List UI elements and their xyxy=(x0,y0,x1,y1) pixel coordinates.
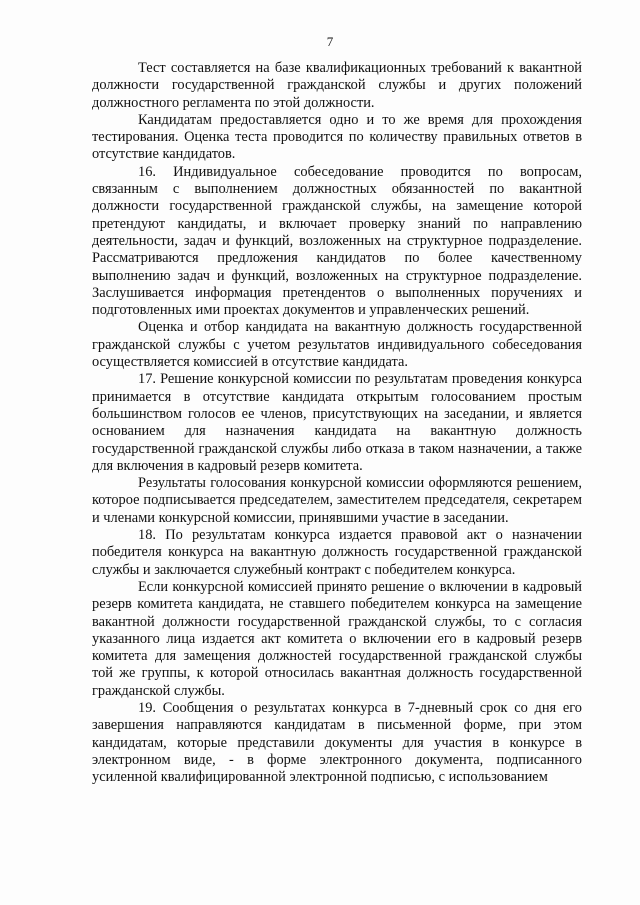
page-number: 7 xyxy=(326,34,334,49)
paragraph-personnel-reserve: Если конкурсной комиссией принято решение о включении в кадровый резерв комитета кандидата, не ставшего победителем конкурса на замещение вакантной должности государственной гражданской службы, то с согласия указанного лица издается акт комитета о включении его в кадровый резерв комитета для замещения должностей государственной гражданской службы той же группы, к которой относилась вакантная должность государственной гражданской службы. xyxy=(92,578,582,699)
document-body xyxy=(92,60,582,786)
paragraph-16-interview: 16. Индивидуальное собеседование проводится по вопросам, связанным с выполнением должностных обязанностей по вакантной должности государственной гражданской службы, на замещение которой претендуют кандидаты, и включает проверку знаний по направлению деятельности, задач и функций, возложенных на структурное подразделение. Рассматриваются предложения кандидатов по более качественному выполнению задач и функций, возложенных на структурное подразделение. Заслушивается информация претендентов о выполненных поручениях и подготовленных ими проектах документов и управленческих решений. xyxy=(92,163,582,319)
paragraph-19-notifications: 19. Сообщения о результатах конкурса в 7-дневный срок со дня его завершения направляются кандидатам в письменной форме, при этом кандидатам, которые представили документы для участия в конкурсе в электронном виде, - в форме электронного документа, подписанного усиленной квалифицированной электронной подписью, с использованием xyxy=(92,699,582,786)
paragraph-test-composition: Тест составляется на базе квалификационных требований к вакантной должности государственной гражданской службы и других положений должностного регламента по этой должности. xyxy=(92,60,582,111)
paragraph-candidate-evaluation: Оценка и отбор кандидата на вакантную должность государственной гражданской службы с учетом результатов индивидуального собеседования осуществляется комиссией в отсутствие кандидата. xyxy=(92,319,582,371)
paragraph-17-decision: 17. Решение конкурсной комиссии по результатам проведения конкурса принимается в отсутствие кандидата открытым голосованием простым большинством голосов ее членов, присутствующих на заседании, и является основанием для назначения кандидата на вакантную должность государственной гражданской службы либо отказа в таком назначении, а также для включения в кадровый резерв комитета. xyxy=(92,371,582,474)
paragraph-test-time: Кандидатам предоставляется одно и то же время для прохождения тестирования. Оценка теста проводится по количеству правильных ответов в отсутствие кандидатов. xyxy=(92,111,582,163)
paragraph-18-legal-act: 18. По результатам конкурса издается правовой акт о назначении победителя конкурса на вакантную должность государственной гражданской службы и заключается служебный контракт с победителем конкурса. xyxy=(92,527,582,578)
paragraph-voting-results: Результаты голосования конкурсной комиссии оформляются решением, которое подписывается председателем, заместителем председателя, секретарем и членами конкурсной комиссии, принявшими участие в заседании. xyxy=(92,475,582,526)
